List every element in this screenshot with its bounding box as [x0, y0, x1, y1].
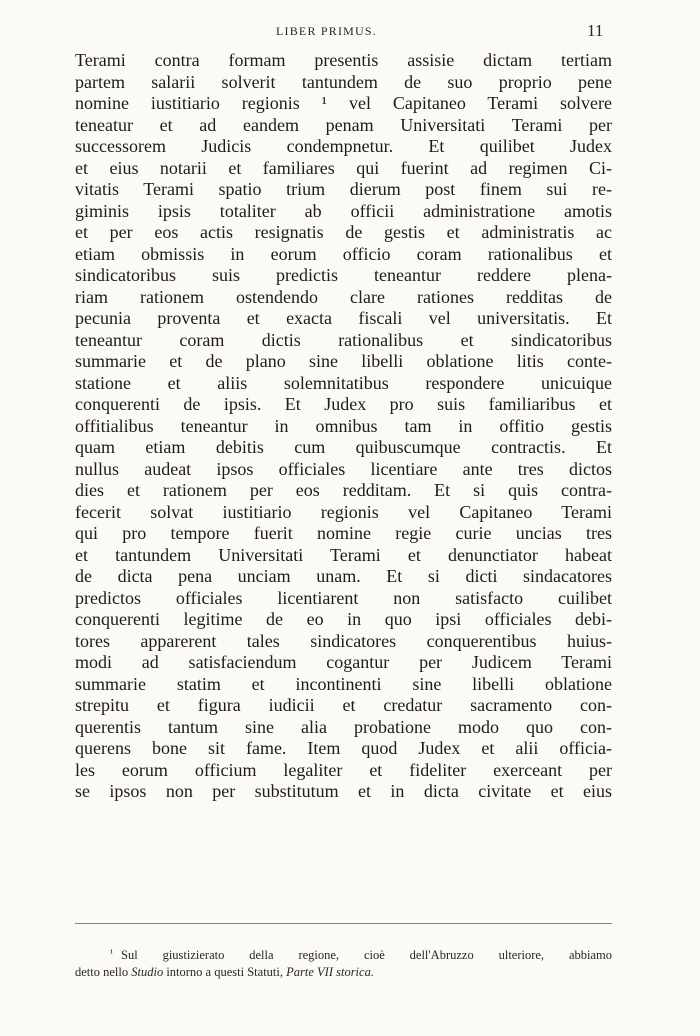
footnote-line [75, 944, 612, 963]
text-line: qui pro tempore fuerit nomine regie curie uncias tres [75, 523, 612, 543]
footnote-line [75, 963, 612, 982]
footnote-marker: ¹ [110, 948, 113, 959]
text-line: giminis ipsis totaliter ab officii administratione amotis [75, 200, 612, 221]
text-line: fecerit solvat iustitiario regionis vel Capitaneo Terami [75, 501, 612, 522]
text-line: et per eos actis resignatis de gestis et administratis ac [75, 222, 612, 242]
text-line: vitatis Terami spatio trium dierum post finem sui re- [75, 179, 612, 199]
text-line: teneantur coram dictis rationalibus et sindicatoribus [75, 329, 612, 350]
text-line: teneatur et ad eandem penam Universitati Terami per [75, 114, 612, 135]
footnote-text: intorno a questi Statuti, [166, 965, 283, 979]
text-line: pecunia proventa et exacta fiscali vel universitatis. Et [75, 308, 612, 328]
text-line: les eorum officium legaliter et fideliter exerceant per [75, 759, 612, 780]
text-line: tores apparerent tales sindicatores conquerentibus huius- [75, 630, 612, 651]
footnote-part-reference: Parte VII storica. [286, 965, 374, 979]
body-text [75, 50, 612, 803]
footnote-rule [75, 923, 612, 924]
text-line: et tantundem Universitati Terami et denunctiator habeat [75, 544, 612, 565]
text-line: conquerenti de ipsis. Et Judex pro suis familiaribus et [75, 394, 612, 414]
text-line: querentis tantum sine alia probatione modo quo con- [75, 716, 612, 737]
text-line: nomine iustitiario regionis ¹ vel Capitaneo Terami solvere [75, 93, 612, 113]
text-line: predictos officiales licentiarent non satisfacto cuilibet [75, 587, 612, 608]
text-line: et eius notarii et familiares qui fuerint ad regimen Ci- [75, 157, 612, 178]
text-line: offitialibus teneantur in omnibus tam in offitio gestis [75, 415, 612, 436]
footnote-text: detto nello [75, 965, 129, 979]
text-line: summarie statim et incontinenti sine libelli oblatione [75, 673, 612, 694]
text-line: etiam obmissis in eorum officio coram rationalibus et [75, 243, 612, 264]
text-line: de dicta pena unciam unam. Et si dicti sindacatores [75, 566, 612, 586]
running-title: LIBER PRIMUS. [276, 24, 377, 38]
text-line: quam etiam debitis cum quibuscumque contractis. Et [75, 437, 612, 457]
text-line: successorem Judicis condempnetur. Et quilibet Judex [75, 136, 612, 156]
footnote-text: Sul giustizierato della regione, cioè dell'Abruzzo ulteriore, abbiamo [121, 948, 612, 962]
text-line: modi ad satisfaciendum cogantur per Judicem Terami [75, 652, 612, 672]
footnote-italic-title: Studio [131, 965, 164, 979]
text-line: strepitu et figura iudicii et credatur sacramento con- [75, 695, 612, 715]
text-line: statione et aliis solemnitatibus respondere unicuique [75, 372, 612, 393]
text-line: dies et rationem per eos redditam. Et si quis contra- [75, 480, 612, 500]
running-head [0, 21, 700, 43]
text-line: riam rationem ostendendo clare rationes redditas de [75, 286, 612, 307]
text-line: summarie et de plano sine libelli oblatione litis conte- [75, 351, 612, 371]
footnote [75, 944, 612, 982]
page-number: 11 [587, 21, 604, 40]
text-line: se ipsos non per substitutum et in dicta civitate et eius [75, 781, 612, 801]
text-line: partem salarii solverit tantundem de suo proprio pene [75, 71, 612, 92]
text-line: nullus audeat ipsos officiales licentiare ante tres dictos [75, 458, 612, 479]
text-line: Terami contra formam presentis assisie dictam tertiam [75, 50, 612, 70]
text-line: sindicatoribus suis predictis teneantur reddere plena- [75, 265, 612, 285]
text-line: conquerenti legitime de eo in quo ipsi officiales debi- [75, 609, 612, 629]
text-line: querens bone sit fame. Item quod Judex et alii officia- [75, 738, 612, 758]
